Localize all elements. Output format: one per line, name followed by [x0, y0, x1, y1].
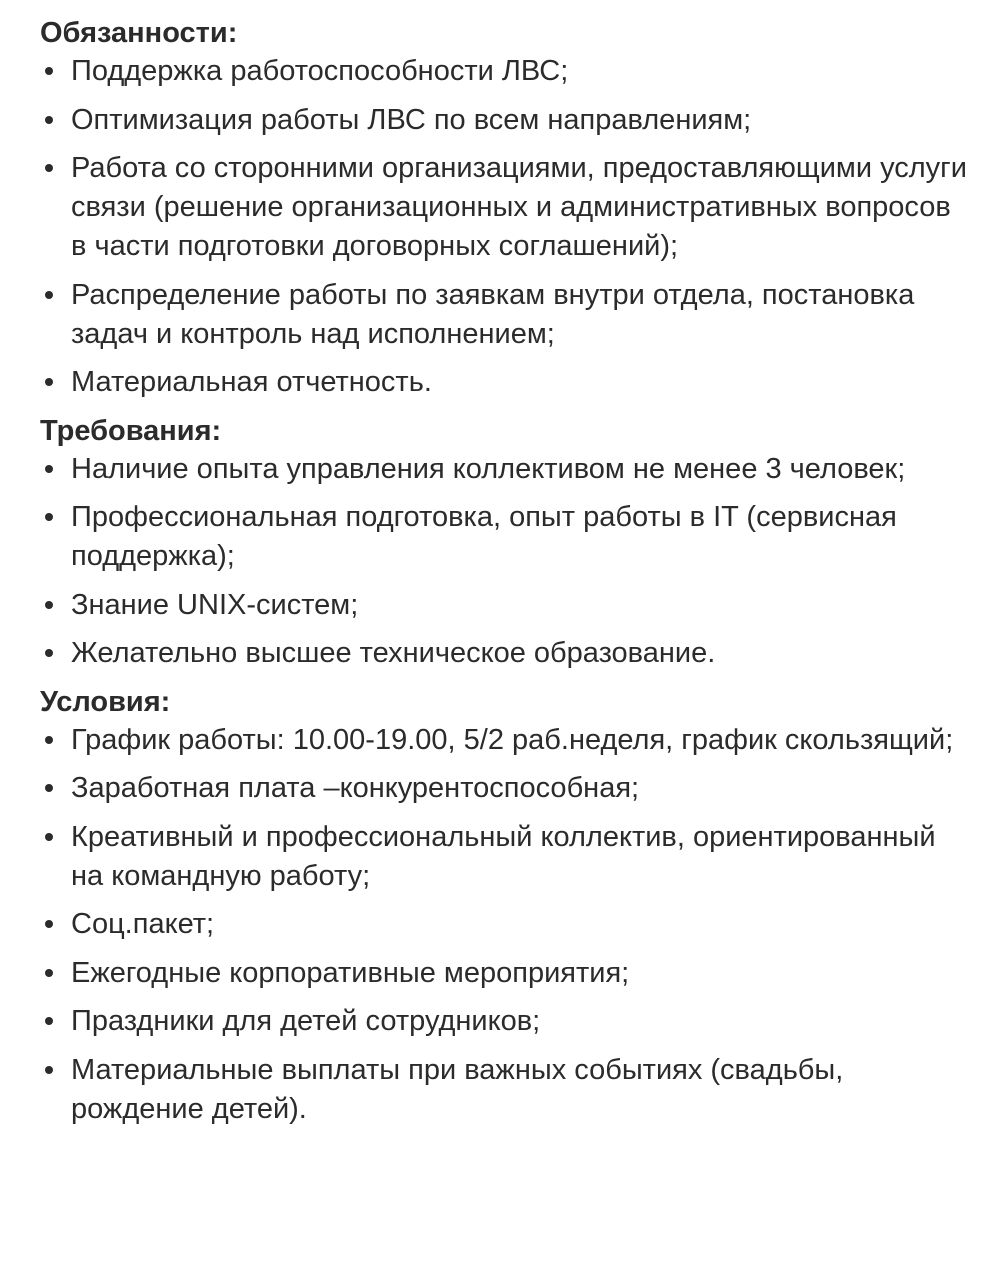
list-item	[40, 276, 970, 354]
bullet-icon	[45, 736, 53, 744]
list-item-text: Знание UNIX-систем;	[71, 588, 359, 621]
list-item	[40, 634, 970, 673]
duties-list	[40, 52, 970, 402]
bullet-icon	[45, 1066, 53, 1074]
section-requirements	[40, 412, 970, 674]
list-item-text: Распределение работы по заявкам внутри отдела, постановка задач и контроль над исполнением;	[71, 278, 915, 350]
section-title-duties: Обязанности:	[40, 17, 238, 49]
list-item	[40, 450, 970, 489]
bullet-icon	[45, 67, 53, 75]
list-item-text: Работа со сторонними организациями, предоставляющими услуги связи (решение организационных и административных вопросов в части подготовки договорных соглашений);	[71, 152, 967, 262]
bullet-icon	[45, 1017, 53, 1025]
bullet-icon	[45, 649, 53, 657]
list-item-text: Праздники для детей сотрудников;	[71, 1005, 541, 1037]
list-item	[40, 818, 970, 896]
list-item-text: Материальная отчетность.	[71, 366, 432, 398]
bullet-icon	[45, 513, 53, 521]
list-item-text: Поддержка работоспособности ЛВС;	[71, 55, 569, 87]
list-item-text: Соц.пакет;	[71, 908, 215, 940]
bullet-icon	[45, 116, 53, 124]
list-item-text: Профессиональная подготовка, опыт работы в IT (сервисная поддержка);	[71, 501, 897, 572]
bullet-icon	[45, 291, 53, 299]
list-item-text: График работы: 10.00-19.00, 5/2 раб.неделя, график скользящий;	[71, 723, 954, 756]
list-item-text: Ежегодные корпоративные мероприятия;	[71, 956, 630, 989]
list-item-text: Заработная плата –конкурентоспособная;	[71, 772, 640, 804]
bullet-icon	[45, 164, 53, 172]
list-item	[40, 769, 970, 808]
list-item	[40, 52, 970, 91]
list-item	[40, 1002, 970, 1041]
list-item	[40, 498, 970, 576]
bullet-icon	[45, 784, 53, 792]
list-item-text: Материальные выплаты при важных событиях (свадьбы, рождение детей).	[71, 1053, 844, 1125]
list-item	[40, 954, 970, 993]
list-item	[40, 101, 970, 140]
bullet-icon	[45, 465, 53, 473]
bullet-icon	[45, 378, 53, 386]
section-title-requirements: Требования:	[40, 414, 222, 447]
bullet-icon	[45, 969, 53, 977]
bullet-icon	[45, 833, 53, 841]
requirements-list	[40, 450, 970, 674]
list-item-text: Наличие опыта управления коллективом не менее 3 человек;	[71, 452, 906, 485]
bullet-icon	[45, 601, 53, 609]
list-item	[40, 905, 970, 944]
section-conditions	[40, 683, 970, 1129]
conditions-list	[40, 721, 970, 1129]
list-item-text: Креативный и профессиональный коллектив, ориентированный на командную работу;	[71, 820, 936, 892]
list-item-text: Желательно высшее техническое образование.	[71, 637, 716, 669]
bullet-icon	[45, 920, 53, 928]
list-item-text: Оптимизация работы ЛВС по всем направлениям;	[71, 103, 752, 136]
list-item	[40, 721, 970, 760]
section-duties	[40, 14, 970, 402]
list-item	[40, 149, 970, 266]
list-item	[40, 1051, 970, 1129]
list-item	[40, 363, 970, 402]
section-title-conditions: Условия:	[40, 685, 171, 718]
list-item	[40, 586, 970, 625]
